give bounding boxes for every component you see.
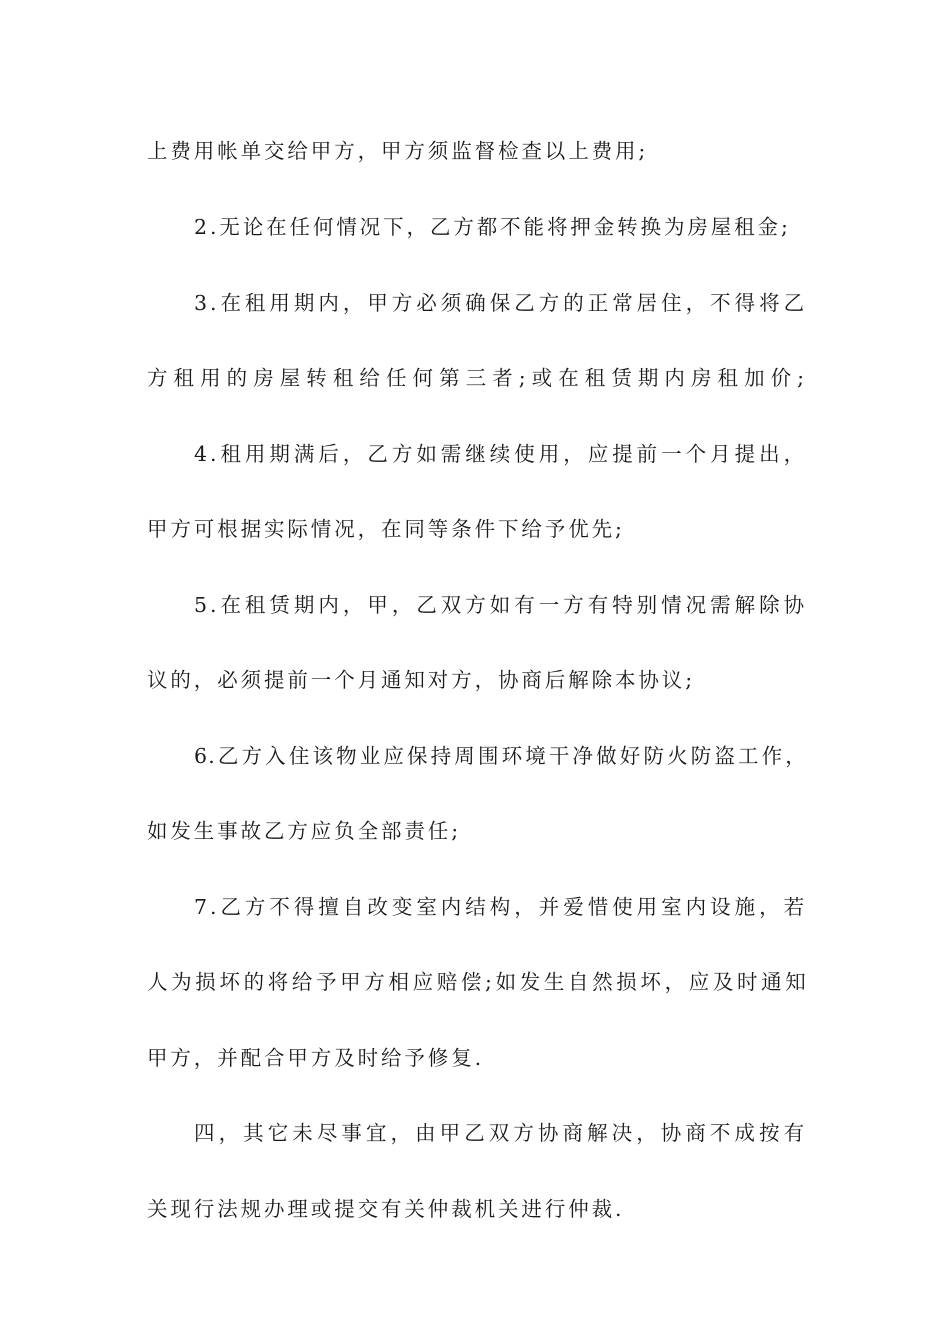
text-line-1: 上费用帐单交给甲方，甲方须监督检查以上费用;	[147, 139, 649, 163]
text-line-8: 议的，必须提前一个月通知对方，协商后解除本协议;	[147, 668, 696, 692]
text-line-15: 关现行法规办理或提交有关仲裁机关进行仲裁.	[147, 1197, 625, 1221]
text-line-11: 7.乙方不得擅自改变室内结构，并爱惜使用室内设施，若	[194, 895, 807, 919]
text-line-7: 5.在租赁期内，甲，乙双方如有一方有特别情况需解除协	[194, 593, 807, 617]
text-line-4: 方租用的房屋转租给任何第三者;或在租赁期内房租加价;	[147, 366, 807, 390]
text-line-13: 甲方，并配合甲方及时给予修复.	[147, 1046, 485, 1070]
text-line-6: 甲方可根据实际情况，在同等条件下给予优先;	[147, 517, 625, 541]
text-line-2: 2.无论在任何情况下，乙方都不能将押金转换为房屋租金;	[194, 215, 791, 239]
text-line-10: 如发生事故乙方应负全部责任;	[147, 819, 462, 843]
text-line-9: 6.乙方入住该物业应保持周围环境干净做好防火防盗工作，	[194, 744, 807, 768]
text-line-3: 3.在租用期内，甲方必须确保乙方的正常居住，不得将乙	[194, 291, 807, 315]
text-line-5: 4.租用期满后，乙方如需继续使用，应提前一个月提出，	[194, 442, 807, 466]
text-line-14: 四，其它未尽事宜，由甲乙双方协商解决，协商不成按有	[194, 1121, 807, 1145]
text-line-12: 人为损坏的将给予甲方相应赔偿;如发生自然损坏，应及时通知	[147, 970, 807, 994]
